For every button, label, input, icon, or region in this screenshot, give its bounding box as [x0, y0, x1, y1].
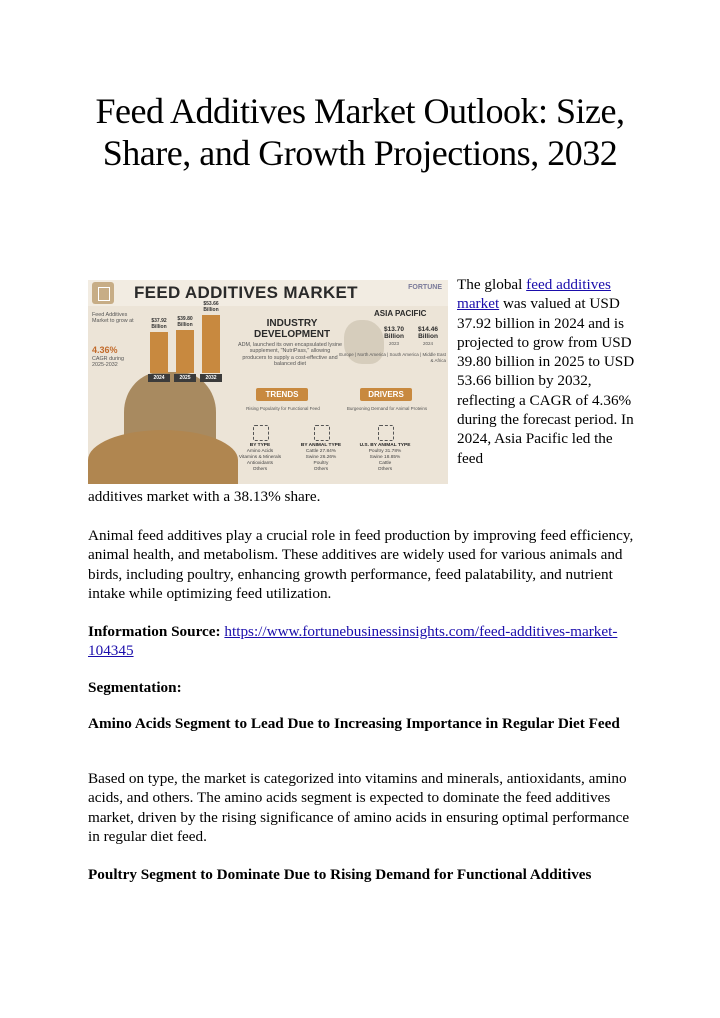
- bar-2024: [150, 332, 168, 373]
- amino-acids-heading: Amino Acids Segment to Lead Due to Increasing Importance in Regular Diet Feed: [88, 715, 620, 732]
- bar-year-label: 2025: [174, 374, 196, 382]
- bar-2032: [202, 315, 220, 373]
- infographic-image: [88, 280, 448, 484]
- ap-year-2023: 2023: [388, 341, 399, 346]
- ap-year-2024: 2024: [422, 341, 433, 346]
- market-growth-label: Feed Additives Market to grow at: [92, 312, 134, 325]
- segment-us-by-animal-type: U.S. BY ANIMAL TYPE Poultry 31.78% Swine 18.85% Cattle Others: [359, 443, 411, 472]
- drivers-tag: DRIVERS: [360, 388, 412, 401]
- industry-development-title: INDUSTRY DEVELOPMENT: [254, 318, 331, 340]
- bar-value-label: $53.66 Billion: [203, 301, 219, 313]
- paragraph-feed-additives-role: Animal feed additives play a crucial role in feed production by improving feed efficiency, animal health, and metabolism. These additives are widely used for various animals and birds, including poultry, enhancing growth performance, feed palatability, and nutrient intake while optimizing feed utilization.: [88, 527, 634, 602]
- segment-by-animal-type: BY ANIMAL TYPE Cattle 27.84% Swine 26.26% Poultry Others: [300, 443, 342, 472]
- bar-year-label: 2032: [200, 374, 222, 382]
- cagr-label: CAGR during 2025-2032: [92, 356, 125, 369]
- intro-paragraph: The global feed additives market was valued at USD 37.92 billion in 2024 and is projected to grow from USD 39.80 billion in 2025 to USD 53.66 billion by 2032, reflecting a CAGR of 4.36% during the forecast period. In 2024, Asia Pacific led the feed: [457, 276, 635, 467]
- asia-pacific-title: ASIA PACIFIC: [374, 309, 427, 318]
- feed-pellets-illustration: [88, 430, 238, 484]
- amino-acids-paragraph: Based on type, the market is categorized into vitamins and minerals, antioxidants, amino acids, and others. The amino acids segment is expected to dominate the feed additives market, driven by the rising significance of amino acids in ensuring optimal performance in regular diet feed.: [88, 770, 630, 845]
- page-title: Feed Additives Market Outlook: Size, Share, and Growth Projections, 2032: [95, 91, 625, 173]
- source-link[interactable]: https://www.fortunebusinessinsights.com/feed-additives-market-104345: [88, 623, 618, 660]
- drivers-text: Burgeoning Demand for Animal Proteins: [346, 406, 428, 411]
- cagr-value: 4.36%: [92, 345, 118, 355]
- us-segment-icon: [378, 425, 394, 441]
- segmentation-heading: Segmentation:: [88, 679, 182, 696]
- ap-value-2023: $13.70 Billion: [384, 326, 404, 340]
- brand-logo: FORTUNE: [408, 284, 442, 291]
- segment-by-type: BY TYPE Amino Acids Vitamins & Minerals Antioxidants Others: [238, 443, 282, 472]
- bar-value-label: $37.92 Billion: [151, 318, 167, 330]
- feed-additives-market-link[interactable]: feed additives market: [457, 276, 611, 313]
- type-segment-icon: [253, 425, 269, 441]
- bar-value-label: $39.80 Billion: [177, 316, 193, 328]
- bar-year-label: 2024: [148, 374, 170, 382]
- trends-text: Rising Popularity for Functional Feed: [246, 406, 320, 411]
- industry-development-text: ADM, launched its own encapsulated lysine supplement, "NutriPass," allowing producers to supply a cost-effective and balanced diet: [238, 342, 342, 368]
- animal-segment-icon: [314, 425, 330, 441]
- trends-tag: TRENDS: [256, 388, 308, 401]
- bar-2025: [176, 330, 194, 373]
- regions-list: Europe | North America | South America | Middle East & Africa: [339, 352, 446, 363]
- infographic-title: FEED ADDITIVES MARKET: [134, 283, 358, 302]
- building-icon: [92, 282, 114, 304]
- information-source: Information Source: https://www.fortunebusinessinsights.com/feed-additives-market-104345: [88, 623, 618, 660]
- intro-continuation: additives market with a 38.13% share.: [88, 488, 321, 505]
- poultry-heading: Poultry Segment to Dominate Due to Rising Demand for Functional Additives: [88, 866, 592, 883]
- ap-value-2024: $14.46 Billion: [418, 326, 438, 340]
